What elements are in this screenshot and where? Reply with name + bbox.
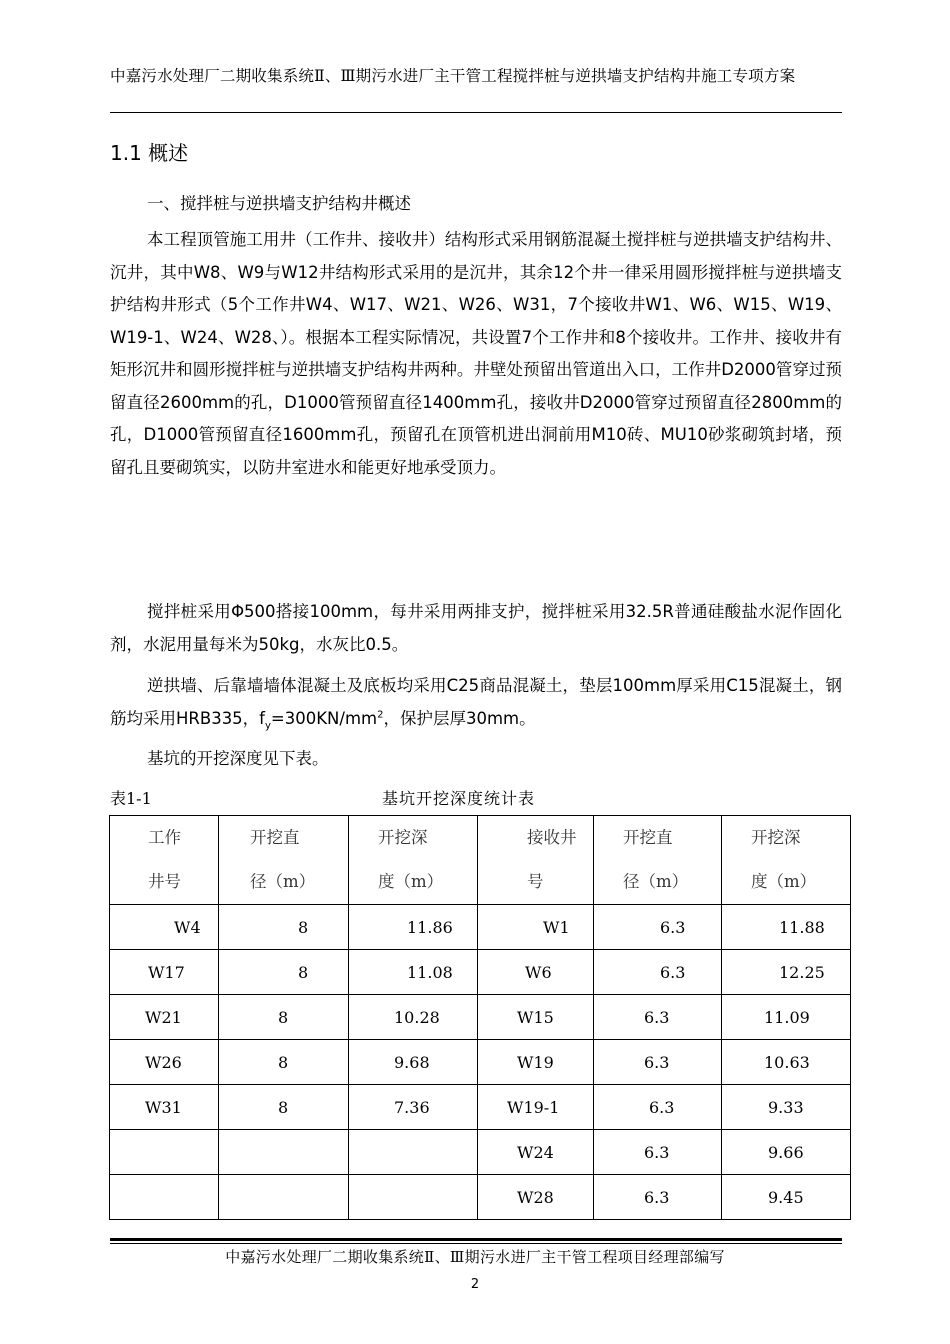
table-title: 基坑开挖深度统计表: [382, 789, 536, 808]
table-cell: W15: [478, 995, 594, 1040]
paragraph-mixing-pile: 搅拌桩采用Φ500搭接100mm，每井采用两排支护，搅拌桩采用32.5R普通硅酸盐水泥作固化剂，水泥用量每米为50kg，水灰比0.5。: [110, 602, 842, 654]
table-cell: 6.3: [594, 1085, 722, 1130]
table-cell: 9.45: [722, 1175, 851, 1220]
superscript-2: 2: [377, 709, 384, 720]
table-cell: [219, 1130, 349, 1175]
table-cell: 12.25: [722, 950, 851, 995]
table-cell: 10.28: [349, 995, 478, 1040]
section-title: 1.1 概述: [110, 141, 189, 165]
table-cell: W31: [110, 1085, 219, 1130]
table-cell: 8: [219, 1040, 349, 1085]
table-cell: 9.66: [722, 1130, 851, 1175]
header-cell: 开挖深 度（m）: [349, 816, 478, 905]
table-cell: W1: [478, 905, 594, 950]
table-cell: 8: [219, 1085, 349, 1130]
table-cell: 6.3: [594, 995, 722, 1040]
header-cell: 开挖直 径（m）: [219, 816, 349, 905]
table-row: [110, 1130, 851, 1175]
table-cell: 10.63: [722, 1040, 851, 1085]
concrete-text-a: 逆拱墙、后靠墙墙体混凝土及底板均采用C25商品混凝土，垫层100mm厚采用C15混凝土，钢筋均采用HRB335，f: [110, 676, 842, 728]
table-cell: [110, 1175, 219, 1220]
table-cell: W4: [110, 905, 219, 950]
subheading: 一、搅拌桩与逆拱墙支护结构井概述: [147, 194, 411, 213]
table-cell: W6: [478, 950, 594, 995]
table-cell: 6.3: [594, 1175, 722, 1220]
table-cell: 9.33: [722, 1085, 851, 1130]
table-cell: 7.36: [349, 1085, 478, 1130]
table-cell: 9.68: [349, 1040, 478, 1085]
footer-divider-thin: [110, 1243, 842, 1244]
table-cell: W28: [478, 1175, 594, 1220]
table-row: [110, 950, 851, 995]
table-cell: 11.08: [349, 950, 478, 995]
table-cell: 8: [219, 905, 349, 950]
paragraph-concrete: [110, 670, 842, 735]
table-cell: W21: [110, 995, 219, 1040]
footer-text: 中嘉污水处理厂二期收集系统Ⅱ、Ⅲ期污水进厂主干管工程项目经理部编写: [225, 1248, 725, 1266]
header-cell: 工作 井号: [110, 816, 219, 905]
table-cell: [110, 1130, 219, 1175]
table-cell: W17: [110, 950, 219, 995]
excavation-depth-table: [109, 815, 851, 1220]
table-cell: 6.3: [594, 950, 722, 995]
table-cell: W19-1: [478, 1085, 594, 1130]
concrete-text-c: ，保护层厚30mm。: [383, 708, 536, 728]
table-cell: 11.86: [349, 905, 478, 950]
table-cell: W24: [478, 1130, 594, 1175]
table-row: [110, 995, 851, 1040]
table-row: [110, 905, 851, 950]
page-number: 2: [470, 1277, 480, 1292]
table-cell: 6.3: [594, 905, 722, 950]
table-row: [110, 1085, 851, 1130]
footer-divider-thick: [110, 1238, 842, 1241]
paragraph-overview: 本工程顶管施工用井（工作井、接收井）结构形式采用钢筋混凝土搅拌桩与逆拱墙支护结构井、沉井，其中W8、W9与W12井结构形式采用的是沉井，其余12个井一律采用圆形搅拌桩与逆拱墙支护结构井形式（5个工作井W4、W17、W21、W26、W31，7个接收井W1、W6、W15、W19、W19-1、W24、W28、）。根据本工程实际情况，共设置7个工作井和8个接收井。工作井、接收井有矩形沉井和圆形搅拌桩与逆拱墙支护结构井两种。井壁处预留出管道出入口，工作井D2000管穿过预留直径2600mm的孔，D1000管预留直径1400mm孔，接收井D2000管穿过预留直径2800mm的孔，D1000管预留直径1600mm孔，预留孔在顶管机进出洞前用M10砖、MU10砂浆砌筑封堵，预留孔且要砌筑实，以防井室进水和能更好地承受顶力。: [110, 230, 842, 477]
table-cell: [349, 1175, 478, 1220]
header-divider: [110, 112, 842, 113]
paragraph-table-intro: 基坑的开挖深度见下表。: [147, 749, 329, 768]
header-cell: 接收井 号: [478, 816, 594, 905]
table-cell: [349, 1130, 478, 1175]
table-cell: 11.09: [722, 995, 851, 1040]
header-cell: 开挖直 径（m）: [594, 816, 722, 905]
table-cell: 8: [219, 950, 349, 995]
table-header-row: [110, 816, 851, 905]
table-cell: [219, 1175, 349, 1220]
header-cell: 开挖深 度（m）: [722, 816, 851, 905]
table-cell: W19: [478, 1040, 594, 1085]
table-cell: 6.3: [594, 1130, 722, 1175]
table-cell: 6.3: [594, 1040, 722, 1085]
table-cell: 8: [219, 995, 349, 1040]
subscript-y: y: [265, 719, 271, 731]
table-cell: 11.88: [722, 905, 851, 950]
table-cell: W26: [110, 1040, 219, 1085]
table-row: [110, 1175, 851, 1220]
page-header-title: 中嘉污水处理厂二期收集系统Ⅱ、Ⅲ期污水进厂主干管工程搅拌桩与逆拱墙支护结构井施工专项方案: [110, 67, 796, 85]
table-row: [110, 1040, 851, 1085]
concrete-text-b: =300KN/mm: [270, 708, 378, 728]
table-label: 表1-1: [110, 789, 152, 808]
